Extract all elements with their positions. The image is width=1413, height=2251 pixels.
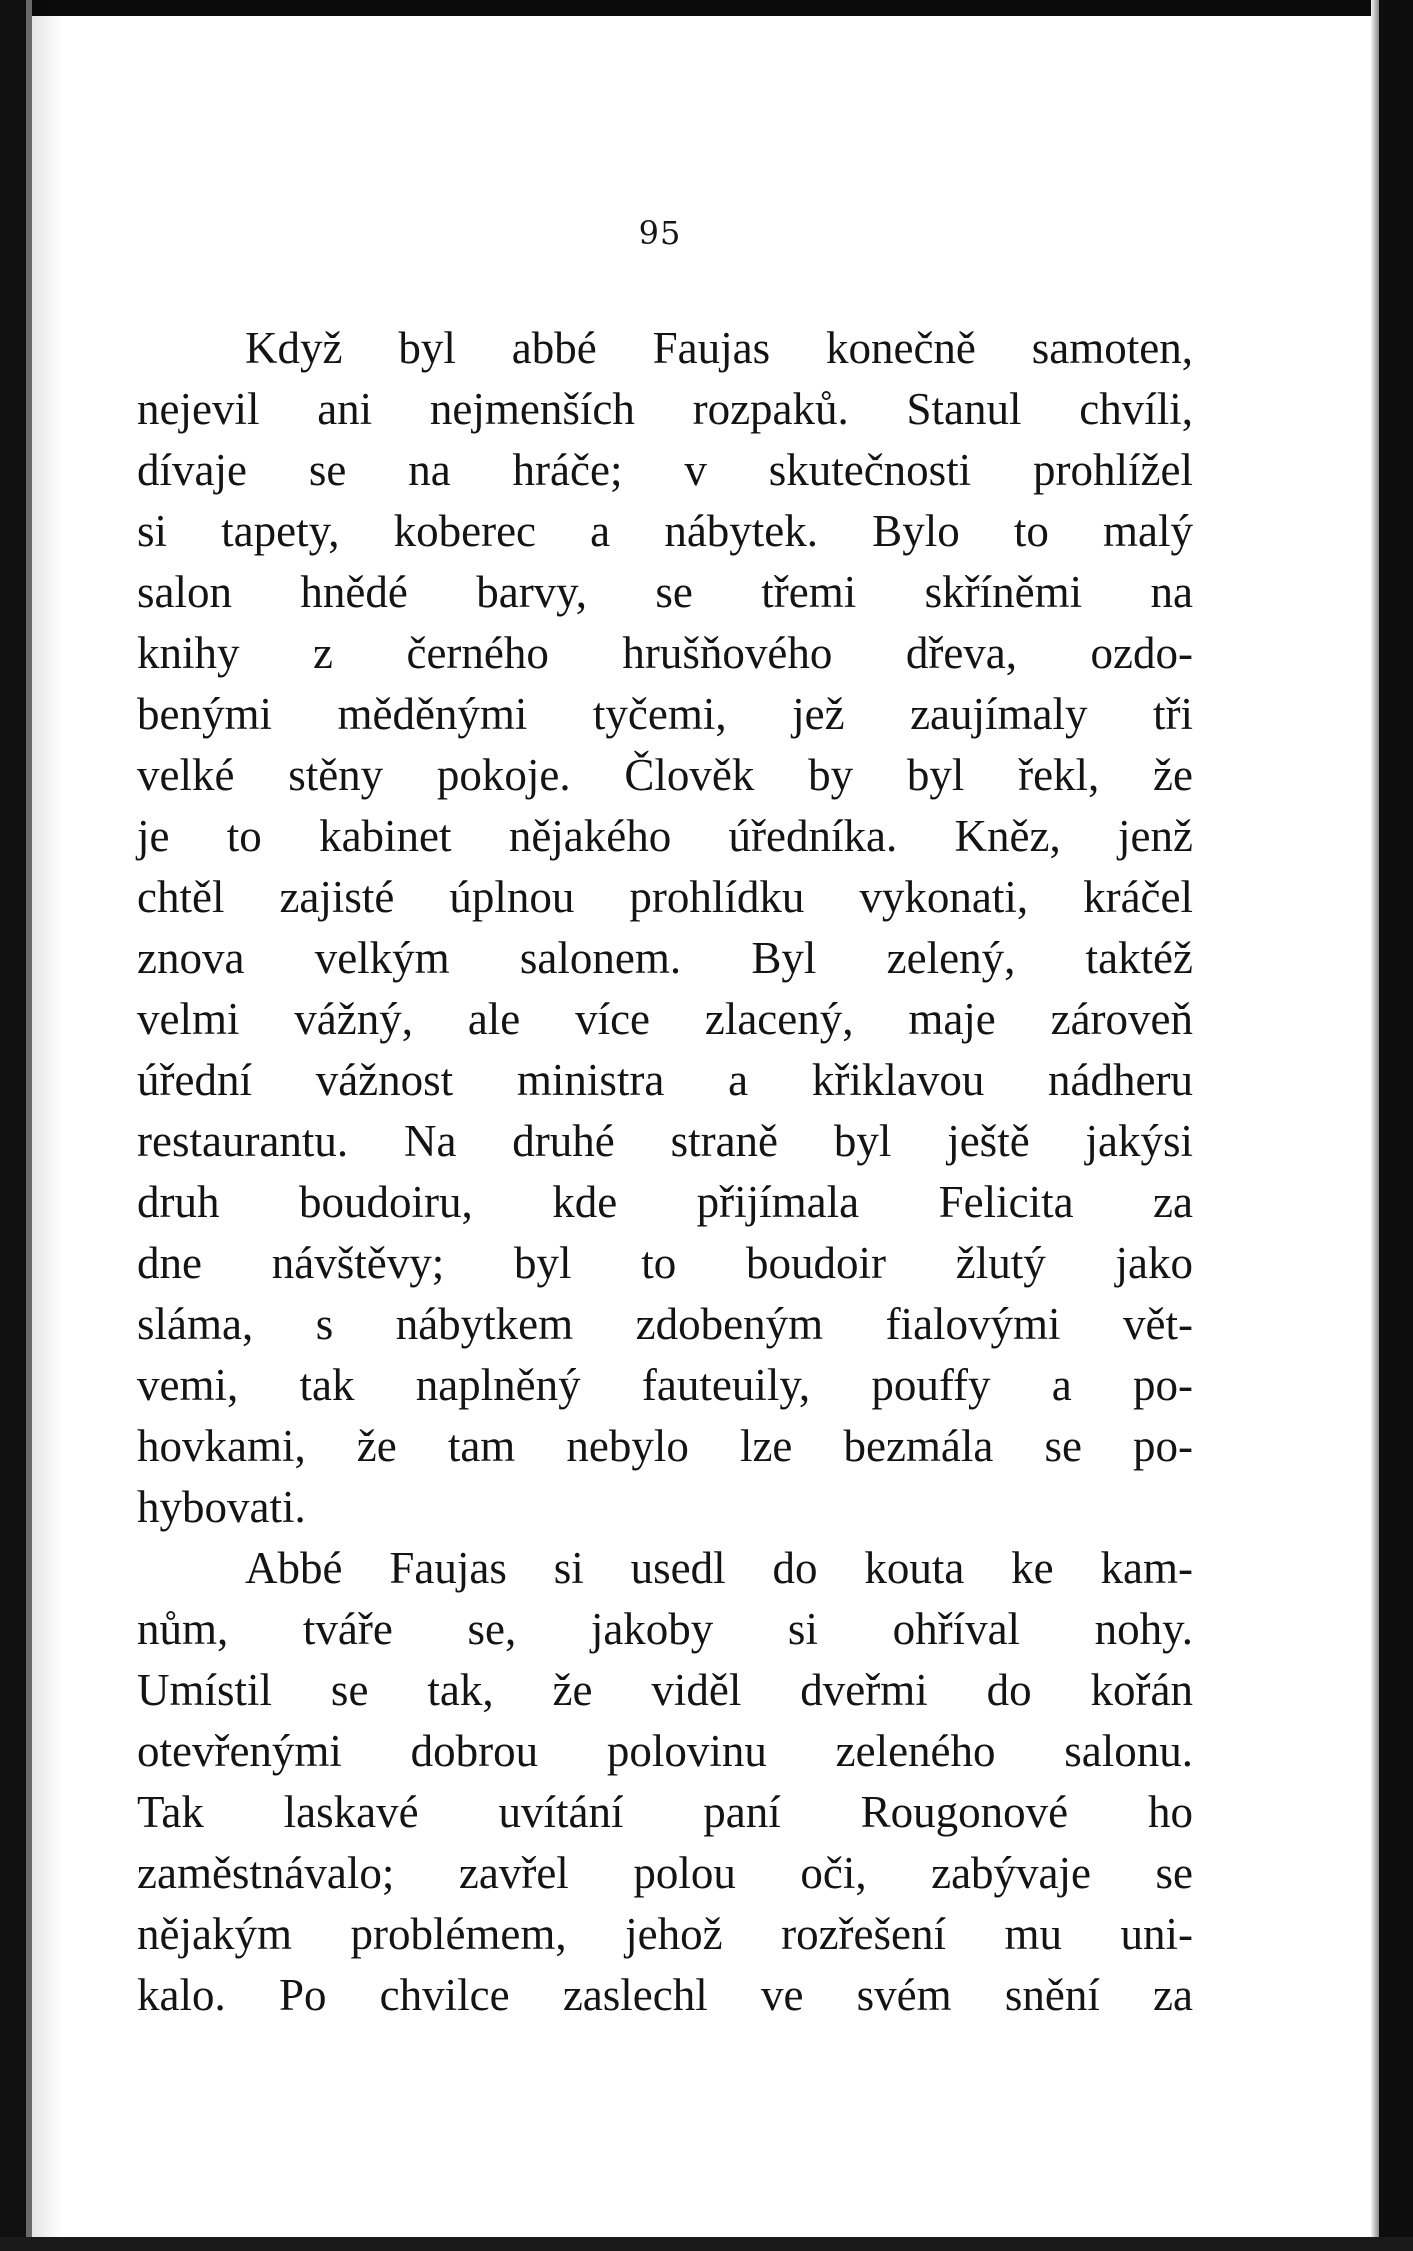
gutter-shadow <box>32 0 62 2251</box>
text-line: benými měděnými tyčemi, jež zaujímaly tři <box>137 689 1193 739</box>
text-line: Tak laskavé uvítání paní Rougonové ho <box>137 1787 1193 1837</box>
paragraph-2 <box>137 1538 1193 2026</box>
text-line: hybovati. <box>137 1482 306 1532</box>
scan-border-right <box>1379 0 1413 2251</box>
text-line: Když byl abbé Faujas konečně samoten, <box>245 323 1193 373</box>
scan-border-top <box>0 0 1413 16</box>
text-line: vemi, tak naplněný fauteuily, pouffy a po- <box>137 1360 1193 1410</box>
text-line: Umístil se tak, že viděl dveřmi do kořán <box>137 1665 1193 1715</box>
text-line: hovkami, že tam nebylo lze bezmála se po- <box>137 1421 1193 1471</box>
text-line: sláma, s nábytkem zdobeným fialovými vět- <box>137 1299 1193 1349</box>
text-line: si tapety, koberec a nábytek. Bylo to malý <box>137 506 1193 556</box>
text-line: dne návštěvy; byl to boudoir žlutý jako <box>137 1238 1193 1288</box>
scan-border-bottom <box>0 2237 1413 2251</box>
text-line: nům, tváře se, jakoby si ohříval nohy. <box>137 1604 1193 1654</box>
text-line: druh boudoiru, kde přijímala Felicita za <box>137 1177 1193 1227</box>
text-line: kalo. Po chvilce zaslechl ve svém snění za <box>137 1970 1193 2020</box>
paragraph-1 <box>137 318 1193 1538</box>
text-line: nějakým problémem, jehož rozřešení mu uni- <box>137 1909 1193 1959</box>
scan-border-right-inner <box>1371 0 1379 2251</box>
text-line: restaurantu. Na druhé straně byl ještě jakýsi <box>137 1116 1193 1166</box>
text-line: chtěl zajisté úplnou prohlídku vykonati, kráčel <box>137 872 1193 922</box>
text-line: Abbé Faujas si usedl do kouta ke kam- <box>245 1543 1193 1593</box>
text-line: knihy z černého hrušňového dřeva, ozdo- <box>137 628 1193 678</box>
text-line: je to kabinet nějakého úředníka. Kněz, jenž <box>137 811 1193 861</box>
text-line: úřední vážnost ministra a křiklavou nádheru <box>137 1055 1193 1105</box>
text-line: nejevil ani nejmenších rozpaků. Stanul chvíli, <box>137 384 1193 434</box>
text-line: znova velkým salonem. Byl zelený, taktéž <box>137 933 1193 983</box>
text-line: otevřenými dobrou polovinu zeleného salonu. <box>137 1726 1193 1776</box>
text-line: velké stěny pokoje. Člověk by byl řekl, že <box>137 750 1193 800</box>
page-number: 95 <box>638 214 682 252</box>
scan-border-left <box>0 0 26 2251</box>
text-line: dívaje se na hráče; v skutečnosti prohlížel <box>137 445 1193 495</box>
body-text <box>137 318 1193 2026</box>
text-line: zaměstnávalo; zavřel polou oči, zabývaje se <box>137 1848 1193 1898</box>
text-line: velmi vážný, ale více zlacený, maje zároveň <box>137 994 1193 1044</box>
text-line: salon hnědé barvy, se třemi skříněmi na <box>137 567 1193 617</box>
